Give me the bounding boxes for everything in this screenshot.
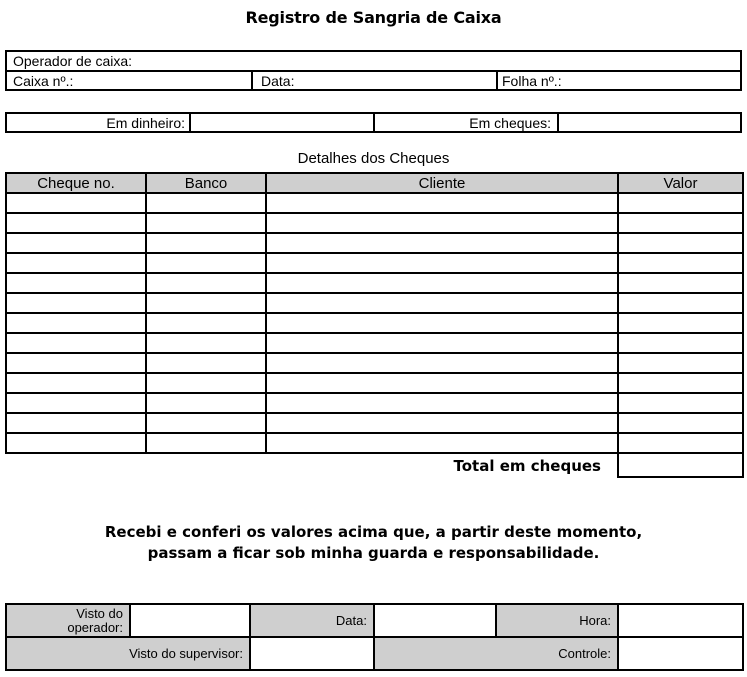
valor-cell[interactable] [618,333,743,353]
cheque-no-cell[interactable] [6,373,146,393]
dinheiro-field[interactable] [191,114,373,131]
banco-cell[interactable] [146,393,266,413]
banco-cell[interactable] [146,433,266,453]
visto-supervisor-field[interactable] [250,637,374,670]
cheque-no-cell[interactable] [6,353,146,373]
total-row [6,453,743,477]
data-field[interactable] [307,72,492,89]
cliente-cell[interactable] [266,253,618,273]
cliente-cell[interactable] [266,333,618,353]
column-header-cheque-no: Cheque no. [6,173,146,193]
banco-cell[interactable] [146,413,266,433]
valor-cell[interactable] [618,433,743,453]
visto-operador-label-line2: operador: [67,619,123,635]
table-row [6,333,743,353]
cheques-section-title: Detalhes dos Cheques [297,150,450,167]
controle-label: Controle: [374,637,618,670]
cliente-cell[interactable] [266,233,618,253]
valor-cell[interactable] [618,273,743,293]
data-label: Data: [261,73,295,89]
table-row [6,433,743,453]
page-title: Registro de Sangria de Caixa [245,8,502,27]
header-box [5,50,742,91]
signature-row-2 [6,637,743,670]
table-row [6,393,743,413]
cliente-cell[interactable] [266,213,618,233]
valor-cell[interactable] [618,193,743,213]
table-row [6,413,743,433]
valor-cell[interactable] [618,393,743,413]
signature-row-1 [6,604,743,637]
cheque-no-cell[interactable] [6,253,146,273]
cliente-cell[interactable] [266,193,618,213]
table-row [6,253,743,273]
cheque-no-cell[interactable] [6,213,146,233]
cheque-no-cell[interactable] [6,413,146,433]
visto-operador-label-line1: Visto do [76,605,123,621]
banco-cell[interactable] [146,293,266,313]
cliente-cell[interactable] [266,433,618,453]
column-header-valor: Valor [618,173,743,193]
valor-cell[interactable] [618,353,743,373]
cliente-cell[interactable] [266,293,618,313]
operator-label: Operador de caixa: [13,53,133,69]
column-header-banco: Banco [146,173,266,193]
amounts-box [5,112,742,133]
valor-cell[interactable] [618,313,743,333]
banco-cell[interactable] [146,353,266,373]
hora-field[interactable] [618,604,743,637]
cheque-no-cell[interactable] [6,193,146,213]
banco-cell[interactable] [146,373,266,393]
cliente-cell[interactable] [266,273,618,293]
cliente-cell[interactable] [266,413,618,433]
visto-supervisor-label: Visto do supervisor: [6,637,250,670]
caixa-label: Caixa nº.: [13,73,74,89]
valor-cell[interactable] [618,373,743,393]
statement-line-1: Recebi e conferi os valores acima que, a partir deste momento, [104,523,643,541]
cliente-cell[interactable] [266,353,618,373]
signature-data-label: Data: [250,604,374,637]
valor-cell[interactable] [618,293,743,313]
table-row [6,373,743,393]
cheque-no-cell[interactable] [6,433,146,453]
cheques-table [5,172,744,478]
table-row [6,313,743,333]
folha-label: Folha nº.: [502,73,562,89]
cheques-header-row [6,173,743,193]
cheques-label: Em cheques: [469,115,551,131]
banco-cell[interactable] [146,333,266,353]
cheque-no-cell[interactable] [6,313,146,333]
table-row [6,233,743,253]
cheque-no-cell[interactable] [6,393,146,413]
column-header-cliente: Cliente [266,173,618,193]
dinheiro-label: Em dinheiro: [106,115,185,131]
banco-cell[interactable] [146,233,266,253]
banco-cell[interactable] [146,313,266,333]
cliente-cell[interactable] [266,393,618,413]
signature-table [5,603,744,671]
caixa-field[interactable] [87,72,247,89]
total-cheques-field[interactable] [618,453,743,477]
valor-cell[interactable] [618,413,743,433]
table-row [6,353,743,373]
table-row [6,293,743,313]
cheque-no-cell[interactable] [6,293,146,313]
table-row [6,193,743,213]
signature-data-field[interactable] [374,604,496,637]
banco-cell[interactable] [146,273,266,293]
operator-field[interactable] [147,52,740,70]
valor-cell[interactable] [618,233,743,253]
total-cheques-label: Total em cheques [453,456,601,475]
banco-cell[interactable] [146,213,266,233]
cheque-no-cell[interactable] [6,233,146,253]
cliente-cell[interactable] [266,313,618,333]
table-row [6,213,743,233]
cheque-no-cell[interactable] [6,273,146,293]
statement-line-2: passam a ficar sob minha guarda e responsabilidade. [147,544,600,562]
valor-cell[interactable] [618,213,743,233]
visto-operador-field[interactable] [130,604,250,637]
banco-cell[interactable] [146,253,266,273]
visto-operador-label [6,604,130,637]
hora-label: Hora: [496,604,618,637]
cheques-amount-field[interactable] [559,114,740,131]
controle-field[interactable] [618,637,743,670]
cliente-cell[interactable] [266,373,618,393]
valor-cell[interactable] [618,253,743,273]
cheque-no-cell[interactable] [6,333,146,353]
table-row [6,273,743,293]
folha-field[interactable] [577,72,740,89]
banco-cell[interactable] [146,193,266,213]
